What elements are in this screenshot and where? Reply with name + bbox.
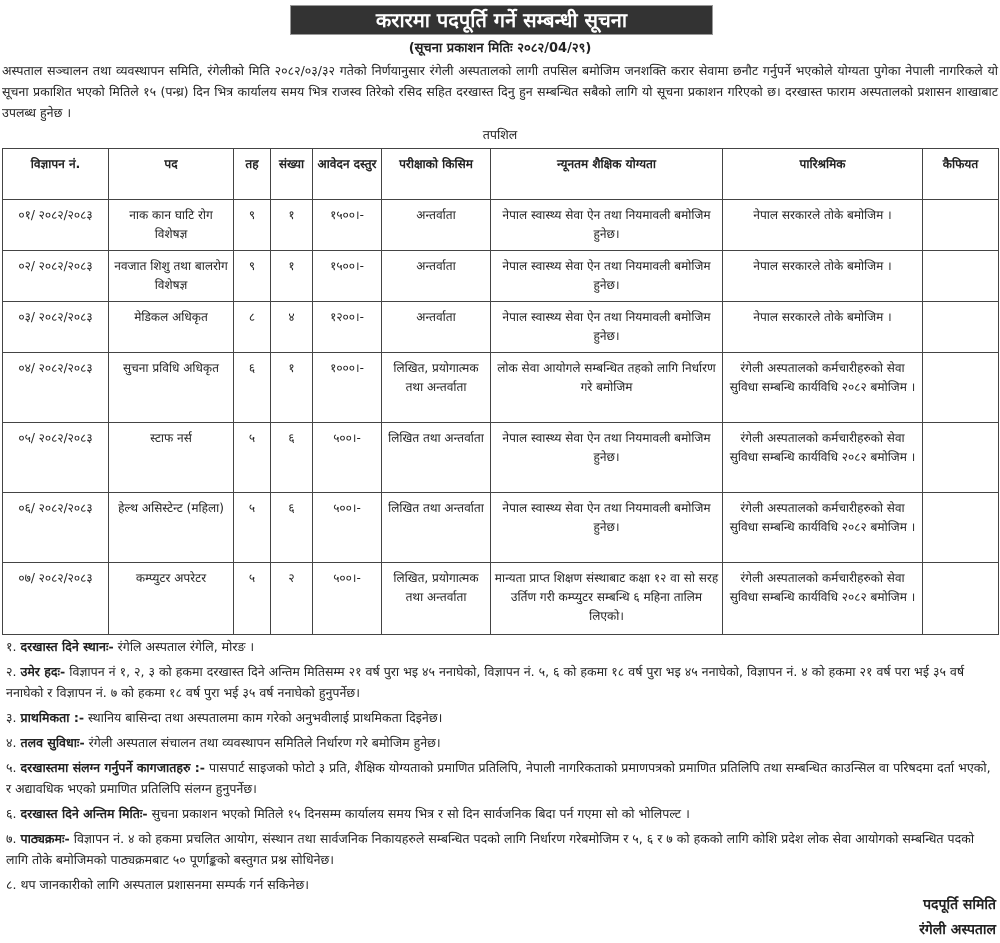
table-cell: स्टाफ नर्स bbox=[109, 423, 234, 493]
table-cell: नेपाल स्वास्थ्य सेवा ऐन तथा नियमावली बमोजिम हुनेछ। bbox=[491, 493, 723, 563]
table-cell: लिखित तथा अन्तर्वाता bbox=[382, 423, 491, 493]
note-text: पासपार्ट साइजको फोटो ३ प्रति, शैक्षिक योग्यताको प्रमाणित प्रतिलिपि, नेपाली नागरिकताको प्रमाणपत्रको प्रमाणित प्रतिलिपि तथा सम्बन्धित काउन्सिल वा परिषदमा दर्ता भएको, र अद्यावधिक भएको प्रमाणित प्रतिलिपि संलग्न हुनुपर्नेछ। bbox=[6, 760, 991, 796]
note-item bbox=[6, 707, 996, 728]
table-cell: मेडिकल अधिकृत bbox=[109, 302, 234, 353]
table-cell: लिखित, प्रयोगात्मक तथा अन्तर्वाता bbox=[382, 353, 491, 423]
table-cell: ०३/ २०८२/२०८३ bbox=[3, 302, 109, 353]
table-cell bbox=[923, 423, 999, 493]
note-label: दरखास्तमा संलग्न गर्नुपर्ने कागजातहरु :- bbox=[20, 760, 205, 775]
table-cell: नेपाल सरकारले तोके बमोजिम । bbox=[723, 200, 923, 251]
table-cell: ०६/ २०८२/२०८३ bbox=[3, 493, 109, 563]
column-header: विज्ञापन नं. bbox=[3, 149, 109, 200]
note-item bbox=[6, 874, 996, 895]
table-row bbox=[3, 493, 999, 563]
note-number: १. bbox=[6, 639, 17, 654]
table-row bbox=[3, 353, 999, 423]
column-header: न्यूनतम शैक्षिक योग्यता bbox=[491, 149, 723, 200]
table-cell: ९ bbox=[234, 200, 271, 251]
column-header: आवेदन दस्तुर bbox=[313, 149, 382, 200]
table-cell: ०२/ २०८२/२०८३ bbox=[3, 251, 109, 302]
note-text: विज्ञापन नं १, २, ३ को हकमा दरखास्त दिने अन्तिम मितिसम्म २१ वर्ष पुरा भइ ४५ ननाघेको, विज्ञापन नं. ५, ६ को हकमा १८ वर्ष पुरा भइ ४५ ननाघेको, विज्ञापन नं. ४ को हकमा २१ वर्ष परा भई ३५ वर्ष ननाघेको र विज्ञापन नं. ७ को हकमा १८ वर्ष पुरा भई ३५ वर्ष ननाघेको हुनुपर्नेछ। bbox=[6, 664, 965, 700]
note-number: ६. bbox=[6, 806, 17, 821]
table-cell bbox=[923, 493, 999, 563]
table-row bbox=[3, 302, 999, 353]
table-cell bbox=[923, 563, 999, 635]
table-cell: नवजात शिशु तथा बालरोग विशेषज्ञ bbox=[109, 251, 234, 302]
table-cell bbox=[923, 200, 999, 251]
table-row bbox=[3, 200, 999, 251]
table-cell: ८ bbox=[234, 302, 271, 353]
vacancy-table bbox=[2, 148, 999, 635]
table-cell: अन्तर्वाता bbox=[382, 302, 491, 353]
notice-title: करारमा पदपूर्ति गर्ने सम्बन्धी सूचना bbox=[290, 5, 713, 35]
table-cell: ०७/ २०८२/२०८३ bbox=[3, 563, 109, 635]
note-item bbox=[6, 757, 996, 799]
table-cell: १५००।- bbox=[313, 200, 382, 251]
note-number: ५. bbox=[6, 760, 17, 775]
table-cell: ४ bbox=[271, 302, 313, 353]
table-cell bbox=[923, 353, 999, 423]
table-row bbox=[3, 563, 999, 635]
table-cell: ६ bbox=[271, 493, 313, 563]
table-cell: रंगेली अस्पतालको कर्मचारीहरुको सेवा सुविधा सम्बन्धि कार्यविधि २०८२ बमोजिम । bbox=[723, 353, 923, 423]
table-cell: १५००।- bbox=[313, 251, 382, 302]
table-cell: अन्तर्वाता bbox=[382, 251, 491, 302]
table-cell: नेपाल स्वास्थ्य सेवा ऐन तथा नियमावली बमोजिम हुनेछ। bbox=[491, 302, 723, 353]
note-item bbox=[6, 828, 996, 870]
note-number: २. bbox=[6, 664, 17, 679]
note-label: तलव सुविधाः- bbox=[20, 735, 85, 750]
table-cell: नेपाल स्वास्थ्य सेवा ऐन तथा नियमावली बमोजिम हुनेछ। bbox=[491, 423, 723, 493]
details-heading: तपशिल bbox=[482, 127, 518, 142]
note-label: दरखास्त दिने स्थानः- bbox=[20, 639, 114, 654]
signature-block bbox=[919, 893, 996, 943]
table-cell: ५००।- bbox=[313, 563, 382, 635]
table-cell: ५००।- bbox=[313, 423, 382, 493]
table-cell: लिखित तथा अन्तर्वाता bbox=[382, 493, 491, 563]
note-item bbox=[6, 803, 996, 824]
intro-paragraph: अस्पताल सञ्चालन तथा व्यवस्थापन समिति, रंगेलीको मिति २०८२/०३/३२ गतेको निर्णयानुसार रंगेली अस्पतालको लागी तपसिल बमोजिम जनशक्ति करार सेवामा छनौट गर्नुपर्ने भएकोले योग्यता पुगेका नेपाली नागरिकले यो सूचना प्रकाशित भएको मितिले १५ (पन्ध्र) दिन भित्र कार्यालय समय भित्र राजस्व तिरेको रसिद सहित दरखास्त दिनु हुन सम्बन्धित सबैको लागि यो सूचना प्रकाशन गरिएको छ। दरखास्त फाराम अस्पतालको प्रशासन शाखाबाट उपलब्ध हुनेछ । bbox=[2, 63, 998, 120]
table-header-row bbox=[3, 149, 999, 200]
note-text: सुचना प्रकाशन भएको मितिले १५ दिनसम्म कार्यालय समय भित्र र सो दिन सार्वजनिक बिदा पर्न गएमा सो को भोलिपल्ट । bbox=[151, 806, 690, 821]
table-cell: लोक सेवा आयोगले सम्बन्धित तहको लागि निर्धारण गरे बमोजिम bbox=[491, 353, 723, 423]
note-item bbox=[6, 732, 996, 753]
note-label: पाठ्यक्रमः- bbox=[20, 831, 70, 846]
table-cell: ०१/ २०८२/२०८३ bbox=[3, 200, 109, 251]
table-cell: नेपाल स्वास्थ्य सेवा ऐन तथा नियमावली बमोजिम हुनेछ। bbox=[491, 251, 723, 302]
table-cell: १०००।- bbox=[313, 353, 382, 423]
note-number: ७. bbox=[6, 831, 17, 846]
signature-committee: पदपूर्ति समिति bbox=[923, 897, 996, 913]
table-cell: मान्यता प्राप्त शिक्षण संस्थाबाट कक्षा १२ वा सो सरह उर्तिण गरी कम्प्युटर सम्बन्धि ६ महिना तालिम लिएको। bbox=[491, 563, 723, 635]
table-cell: १ bbox=[271, 251, 313, 302]
table-cell bbox=[923, 251, 999, 302]
table-row bbox=[3, 251, 999, 302]
note-item bbox=[6, 636, 996, 657]
note-text: विज्ञापन नं. ४ को हकमा प्रचलित आयोग, संस्थान तथा सार्वजनिक निकायहरुले सम्बन्धित पदको लागि निर्धारण गरेबमोजिम र ५, ६ र ७ को हकको लागि कोशि प्रदेश लोक सेवा आयोगको सम्बन्धित पदको लागि तोके बमोजिमको पाठ्यक्रमबाट ५० पूर्णाङ्कको बस्तुगत प्रश्न सोधिनेछ। bbox=[6, 831, 975, 867]
table-cell: ५ bbox=[234, 423, 271, 493]
note-number: ३. bbox=[6, 710, 17, 725]
table-cell: ६ bbox=[271, 423, 313, 493]
table-cell: सुचना प्रविधि अधिकृत bbox=[109, 353, 234, 423]
table-cell: कम्प्युटर अपरेटर bbox=[109, 563, 234, 635]
table-cell: ५ bbox=[234, 563, 271, 635]
column-header: परीक्षाको किसिम bbox=[382, 149, 491, 200]
table-cell: रंगेली अस्पतालको कर्मचारीहरुको सेवा सुविधा सम्बन्धि कार्यविधि २०८२ बमोजिम । bbox=[723, 493, 923, 563]
table-cell: ०४/ २०८२/२०८३ bbox=[3, 353, 109, 423]
table-cell: २ bbox=[271, 563, 313, 635]
note-text: थप जानकारीको लागि अस्पताल प्रशासनमा सम्पर्क गर्न सकिनेछ। bbox=[20, 877, 309, 892]
table-cell: ९ bbox=[234, 251, 271, 302]
table-cell: अन्तर्वाता bbox=[382, 200, 491, 251]
table-cell: नेपाल स्वास्थ्य सेवा ऐन तथा नियमावली बमोजिम हुनेछ। bbox=[491, 200, 723, 251]
table-cell: हेल्थ असिस्टेन्ट (महिला) bbox=[109, 493, 234, 563]
column-header: कैफियत bbox=[923, 149, 999, 200]
signature-hospital: रंगेली अस्पताल bbox=[919, 922, 996, 938]
table-cell: १ bbox=[271, 200, 313, 251]
note-text: रंगेलि अस्पताल रंगेलि, मोरङ । bbox=[117, 639, 255, 654]
table-cell: नेपाल सरकारले तोके बमोजिम । bbox=[723, 302, 923, 353]
table-cell bbox=[923, 302, 999, 353]
note-number: ४. bbox=[6, 735, 17, 750]
column-header: संख्या bbox=[271, 149, 313, 200]
column-header: पद bbox=[109, 149, 234, 200]
table-cell: रंगेली अस्पतालको कर्मचारीहरुको सेवा सुविधा सम्बन्धि कार्यविधि २०८२ बमोजिम । bbox=[723, 423, 923, 493]
note-text: रंगेली अस्पताल संचालन तथा व्यवस्थापन समितिले निर्धारण गरे बमोजिम हुनेछ। bbox=[88, 735, 441, 750]
column-header: तह bbox=[234, 149, 271, 200]
table-cell: ५ bbox=[234, 493, 271, 563]
note-label: दरखास्त दिने अन्तिम मितिः- bbox=[20, 806, 148, 821]
table-cell: नेपाल सरकारले तोके बमोजिम । bbox=[723, 251, 923, 302]
table-cell: ५००।- bbox=[313, 493, 382, 563]
note-text: स्थानिय बासिन्दा तथा अस्पतालमा काम गरेको अनुभवीलाई प्राथमिकता दिइनेछ। bbox=[88, 710, 443, 725]
note-label: उमेर हदः- bbox=[20, 664, 66, 679]
table-cell: ०५/ २०८२/२०८३ bbox=[3, 423, 109, 493]
note-number: ८. bbox=[6, 877, 17, 892]
publication-date: (सूचना प्रकाशन मितिः २०८२/04/२९) bbox=[408, 41, 592, 56]
table-cell: रंगेली अस्पतालको कर्मचारीहरुको सेवा सुविधा सम्बन्धि कार्यविधि २०८२ बमोजिम । bbox=[723, 563, 923, 635]
table-row bbox=[3, 423, 999, 493]
table-cell: १ bbox=[271, 353, 313, 423]
table-cell: ६ bbox=[234, 353, 271, 423]
notes-list bbox=[6, 636, 996, 899]
column-header: पारिश्रमिक bbox=[723, 149, 923, 200]
table-cell: १२००।- bbox=[313, 302, 382, 353]
note-item bbox=[6, 661, 996, 703]
table-cell: लिखित, प्रयोगात्मक तथा अन्तर्वाता bbox=[382, 563, 491, 635]
table-cell: नाक कान घाटि रोग विशेषज्ञ bbox=[109, 200, 234, 251]
note-label: प्राथमिकता :- bbox=[20, 710, 85, 725]
